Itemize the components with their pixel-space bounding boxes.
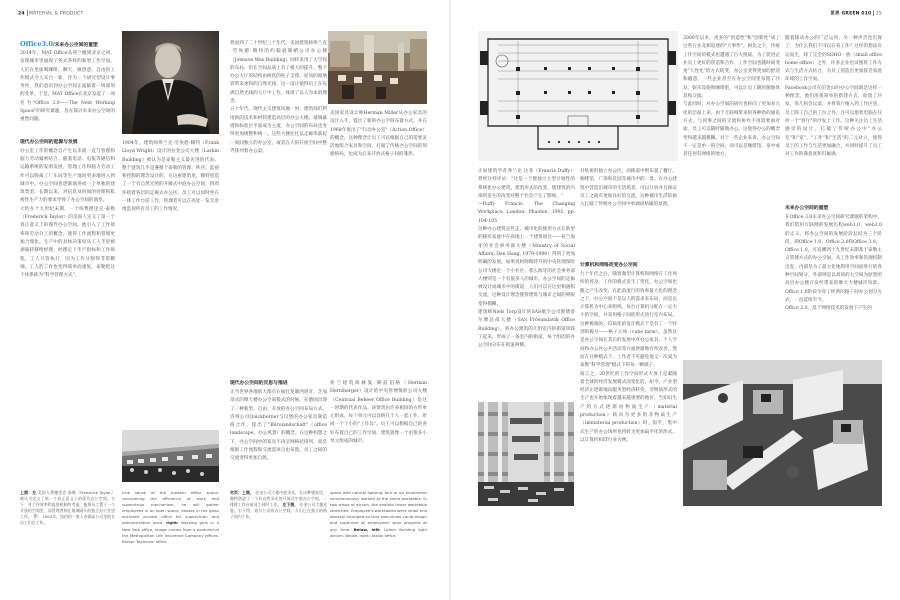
caption-text: Larkin Building light atrium. Below, right: Action office. <box>330 526 427 538</box>
body-paragraph: 办公室工作的概念自产生以来就一直与管理和脑力劳动紧密结合。随着电话、电报等通信和运输系统的发明发展，管理工作和脑力劳动工作可以脱离工厂车间等生产地而更多地进入到城市中，办公空间也逐渐演进成一个单独的建筑类型。长期以来，对信息及时间的处理和私密性生产力的要求导致了办公空间的演变。 <box>20 148 115 204</box>
article-column-3 <box>230 40 327 370</box>
caption-cn-left <box>20 490 115 580</box>
title-accent: Office3.0 <box>20 40 53 48</box>
section-heading: 现代办公空间的起源与发展 <box>20 139 78 145</box>
body-paragraph: 美国家具设计师Herman Miller从办公家具的设计入手，提出了新的办公空间布置方式，并在1968年推出了"行动办公室"（Action Office）的概念。这种理念让员工可以根据自己的需要灵活地组合家具和空间，打破了传统办公空间的刻板格局，也成为后来开放式格子间的雏形。 <box>330 111 427 158</box>
section-heading: 未来办公空间的重塑 <box>785 206 829 211</box>
body-paragraph: 随着移动办公的广泛运用，另一种声音也出现了：为什么我们不可以在家工作？这样的想法应运而生，除了完全的SOHO一族（small office home office）之外，许多企业也试图将工作方式与生活方式结合，为员工创造出更加接近家庭环境的工作空间。 <box>785 36 882 83</box>
caption-label: 左下图， <box>282 502 299 508</box>
body-paragraph: 正如建筑学者弗兰克·达菲（Francis Duffy）曾经这样评论："这是一个使独立大型计划性的系统化办公建筑，建筑形式的改变，使建筑的内部所发生的改变对整个社会产生了影响。" <box>478 169 575 199</box>
body-paragraph: 简言之，20世纪的工作空间形式大体上是紧随着全球的经济发展模式而变化的。如今，产业型经济正逐渐地向服务型经济转变，非物质形式的生产也开始体现着越来越重要的地位。当知识生产的方式逐渐由物质生产（material production）转向为更多的非物质生产（immaterial production）时，似乎，集中式生产的办公场所也将转为更加扁平化的形式。以计算机和IT行业为例。 <box>580 371 677 443</box>
caption-label: 上图：左 <box>20 490 37 495</box>
body-paragraph: 正当世界各地的大都市在疯狂复制西班牙、芝加哥式的摩天楼办公空间模式的时候，在德国出现了一种新型、自由、开放的办公空间布局方式。咨询公司Quickborner与汉堡的办公家具制造商合作，提出了"Bürolandschaft"（office landscape，办公风景）的概念。在这种构想之下，办公空间中的家具不再呈网格状排列，而是根据工作流程和交流需求自由布置，员工之间的交流变得更加自然。 <box>230 390 327 462</box>
body-paragraph: 1904年，建筑师弗兰克·劳埃德·赖特（Frank Lloyd Wright）设计的拉金公司大楼（Larkin Building）被认为是泰勒主义最先进的代表。整个建筑几乎是遵循于泰勒的管理、秩序、监视和控制的理念设计的。在这座建筑里，赖特创造了一个有自然光照的开敞式中庭办公空间，四周环绕着各层的走廊式办公区，员工可以同时坐在一排工作台前工作，管理者可以在高处一览无余地监视所有员工的工作情况。 <box>122 141 219 213</box>
taylorism-office-photo <box>122 430 219 482</box>
caption-text: 拉金公司大楼中庭采光，在这种建筑里，赖特创造了一个有自然采光的开放式中庭办公空间，一排排工作台前员工同时工作。 <box>230 490 327 508</box>
body-paragraph: 这种办公建筑宣传走、城市化的使用方式在新型的移民家庭中在高地上一个建筑项目——荷兰海牙的社会事务部大楼（Ministry of Social Affairs, Den Haag, 1979-1990）得到了更加明确的发展。如果说阿姆斯特丹的中央管理保险公司大楼是一个小社区，那么海牙的社会事务部大楼则是一个有很多人的城市。办公空间的走廊被设计成城市中的街道，人们可以在这里相遇和交流，这种设计理念使得建筑与城市之间的界限变得模糊。 <box>478 227 575 307</box>
caption-text: 拉金公司大楼光庭。右下图，迪尔公司的办公空间，人们已在独立的格子间内工作。 <box>230 502 328 520</box>
body-paragraph: 与此同时，对办公空间的研究也转向了更加多元化的层面上来。由于互联网带来的各种新的通讯方式，与同事之间的交流和协作不再需要面对面，员工可以随时随地办公，这使得办公的概念变得越来越模糊。对于一些企业来说，办公空间不一定是单一的空间，而可以是咖啡馆、家中或者任何有网络的地方。 <box>683 102 780 158</box>
article-column-1 <box>20 40 115 480</box>
caption-text: 美国人费德里克·泰勒（Frederick Taylor）被认为定义了第一个真正意义上的现代办公空间。右下：对工作效率和监督机制的考虑，他将员工置于一个开放的空间里，而管理者则在玻璃隔开的独立办公室里工作。 <box>20 490 116 520</box>
cubicle-office-photo <box>683 360 882 506</box>
article-column-5 <box>230 380 327 482</box>
article-column-7 <box>478 168 575 363</box>
article-column-6 <box>330 380 427 482</box>
article-column-2 <box>122 140 219 480</box>
body-paragraph: 在Office 3.0未来办公空间研究课题的架构中，我们借用互联网的发展历程web1.0、web2.0的定义，将办公空间的发展阶段总结为三个阶段，即Office 1.0、Office 2.0和Office 3.0。 <box>785 215 882 245</box>
caption-text: Working girls in a New York office, image comes from a postcard of the Metropolitan Life Insurance Company offices. Below: Taylorism office. <box>122 520 219 544</box>
magazine-name: 世界 GREEN 010 <box>830 11 872 17</box>
caption-label: Below, left: <box>353 526 381 532</box>
body-paragraph: 2000年以来，更多的"创造性"和"创新性"成了这些行业竞相追逐的"大事件"。相比之下，传统工作空间的模式也遭遇了巨大挑战。为了促进企业员工更好的创造和合作，工作空间也随时间变更"人性化"的方式转变，办公室变得更加的舒适和随意。一些企业甚至在办公空间里布置了沙发、娱乐设施和咖啡吧，可以让员工随时随地休息和交流。 <box>683 36 780 100</box>
article-column-12 <box>785 205 882 355</box>
body-paragraph: 对私密的独立办公区，而街道中则布置了餐厅、咖啡馆、广场和花园等城市中的一景。在办公建筑中营造出城市的生活场景，可以开放并且保证员工之间有更加良好的交流，这种城市生活的植入打破了传统办公空间中单调而枯燥的氛围。 <box>580 169 677 208</box>
body-paragraph: 大约在十九世纪末期，一个叫费德里克·泰勒（Frederick Taylor）的美国人定义了第一个真正意义上的现代办公空间。他引入了工作效率和劳动分工的概念，使得工作流程和管理更加合理化。生产中的具体决策权从工人手里被剥离转移给经理，经理定下生产指标和工作规程，工人只管执行，因为工作分割得非常精细，工人的工作也变得简单而重复。泰勒把这个体系称为"科学管理方式"。 <box>20 206 115 279</box>
section-name: MATERIAL & PRODUCT <box>29 11 84 17</box>
folio-right <box>830 10 882 17</box>
body-paragraph: Office 2.0，基于网络技术的发展下产生的 <box>785 306 872 312</box>
title-rest: /未来办公空间的重塑 <box>52 43 98 48</box>
office-hall-photo <box>328 31 427 104</box>
body-paragraph: Facebook公司在旧金山的办公空间就是这样一种理念。他们用很简单的搭建方式，放置了沙发、茶几和会议桌，并将客厅植入到工作区里，员工除了自己的工位之外，还可以抱着电脑在任何一个"客厅"的沙发上工作。这种关注员工生活感受的设计，打破了传统办公中"办公室"和"家"、"工作"和"生活"的二元对立，使得员工的工作与生活更加融合，并同时提升了员工对工作的满意度和归属感。 <box>785 85 882 158</box>
caption-en-left <box>122 490 219 580</box>
larkin-atrium-photo <box>478 402 574 506</box>
body-paragraph: 五十年代，现代主义建筑风靡一时，建筑师们利用新的技术和材料建造高层的办公大楼。玻璃幕墙和标准层平面成为主流，办公空间的布局也变得更加规整和统一。这些大楼往往以走廊串联起一间间独立的办公室，或者在大的开放空间中整齐排列着办公桌。 <box>230 107 327 154</box>
caption-text: true sense of the modern office space: considering the efficiency of work and supervision mechanism, he will gather employees in an open space, bosses in the glass enclosed private office for supervision and administration work. <box>122 490 219 526</box>
caption-label: 对页：上图， <box>230 490 254 495</box>
page-number: 25 <box>875 11 882 17</box>
intro-paragraph: 2014年，MAT Office从荷兰搬到北京之初，发现城市里涌现了各式各样的新型工作空间。人们在里面喝咖啡、聊天、做创意，自由的工作模式令人耳目一新。作为一个研究型设计事务所，我们意识到办公空间正面临着一场深刻的变革。于是，MAT Office在北京发起了一项名为"Office 3.0——The Next Working Space"的研究课题，旨在探讨未来办公空间的重塑问题。 <box>20 51 115 123</box>
caption-text: 1904年，纽约的一家人寿保险公司里的女员工们在工作。 <box>20 514 115 526</box>
article-column-9 <box>580 262 677 482</box>
article-title <box>20 40 115 50</box>
caption-label: right: <box>166 520 179 526</box>
caption-cn-right <box>230 490 327 580</box>
caption-en-right <box>330 490 427 580</box>
body-paragraph: Office 1.0，可追溯到十九世纪末期基于泰勒主义管理方式的办公空间。从工作效率和管理机制出发，内部是为了最大化地利用空间而进行的各种空间划分，外部则是以高效的大空间为原型的高层办公楼开发所带来的摩天大楼城市风景。Office 1.0阶段孕育了经典的格子间办公划分方式，一直延续至今。 <box>785 248 882 303</box>
article-column-11 <box>785 35 882 195</box>
section-heading: 计算机和网络改变办公空间 <box>580 263 638 268</box>
article-column-10 <box>683 35 780 295</box>
folio-left <box>18 10 83 17</box>
body-paragraph: 九十年代之后，随着微型计算机和网络在工作场所的普及，工作的模式发生了变化，办公空间也随之产生改变。在此前流行的效率最大化的理念之下，办公空间不是以人的需求来布局，而是以计算机为中心来组织。每台计算机分配在一定大小的空间，并采用格子间的形式进行室内布局。这种极端的、均质化的设计模式于是有了一个特别的称号——格子立场（cube farm）。虽然这是办公空间在其后的发展中对办公家具、个人空间和办公区公共活动等方面逐渐地有所改善，然而在这种模式下，工作者不可避免地又一次成为泰勒"科学管理"模式下的每一颗棋子。 <box>580 272 677 369</box>
caption-text: space with natural lighting; four or six employees simultaneously worked at the same worktable. In two wings of atrium, the endless linear worktable stretched. Employee's worktables were small and densely arranged so that executives could assign and supervise all employees' work progress at any time. <box>330 490 427 532</box>
body-paragraph: 荷兰建筑师赫曼·赫兹伯格（Herman Hertzberger）设计的中央管理保险公司大楼（Centraal Beheer Office Building）是这一时期的代表作品。该建筑由许多相同的方形单元组成，每个单元可以容纳几个人一起工作，形成一个个小的"工作岛"。员工可以根据自己的喜好布置自己的工作空间，建筑就像一个由很多小单元组成的城市。 <box>330 381 427 445</box>
article-column-8 <box>580 168 677 243</box>
portrait-photo <box>122 31 219 134</box>
caption-label: 下： <box>33 514 41 520</box>
article-column-4 <box>330 110 427 375</box>
floor-plan-drawing <box>478 31 678 161</box>
page-number: 24 <box>18 11 25 17</box>
section-heading: 现代办公空间的反思与推进 <box>230 381 288 386</box>
body-paragraph: 然而到了二十世纪三十年代，美国建筑师弗兰克·劳埃德·赖特的约翰逊制蜡公司办公楼（Johnson Wax Building）同样采用了大空间的布局，但在空间品质上有了极大的提升。整个办公大厅的结构由树状的柱子支撑，屋顶的玻璃管带来柔和的自然光线，这一设计使得员工在充满自然光线的大厅中工作，体现了以人为本的理念。 <box>230 41 327 105</box>
body-paragraph: 建筑师Niels Torp设计的SAS航空公司斯德哥尔摩总部大楼（SAS Frösundavik Office Building），将办公建筑的几组室内的街道串联了起来，形成了一条室内的街道，每个组团的办公空间分布在街道两侧。 <box>478 310 575 349</box>
body-paragraph: —Duffy Francis. The Changing Workplace. London: Phaidon, 1992. pp. 104-105 <box>478 202 575 224</box>
